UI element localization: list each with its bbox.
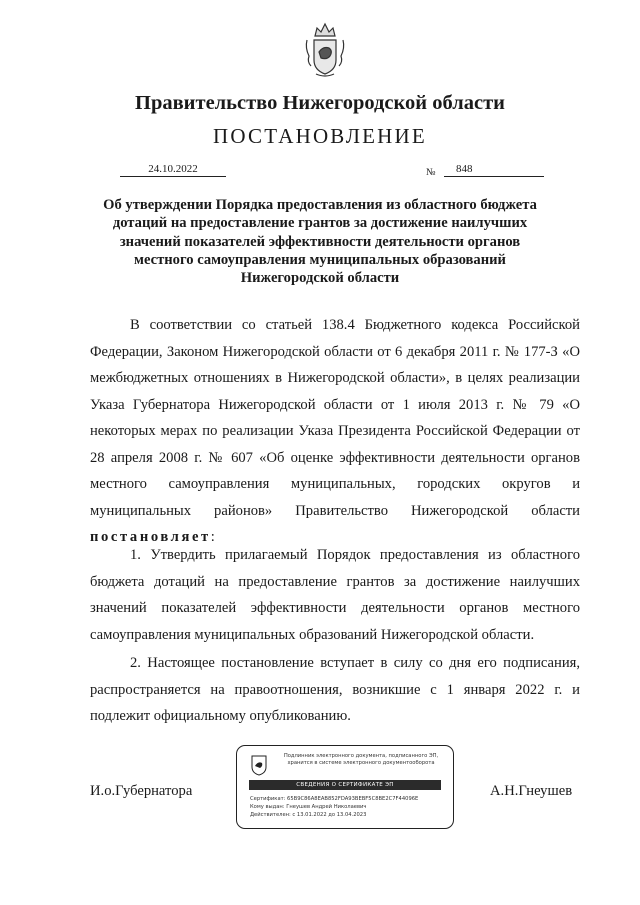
number-sign: № xyxy=(426,167,436,178)
document-type: ПОСТАНОВЛЕНИЕ xyxy=(213,124,427,148)
region-emblem-icon xyxy=(250,754,268,776)
preamble-text: В соответствии со статьей 138.4 Бюджетного кодекса Российской Федерации, Законом Нижегородской области от 6 декабря 2011 г. № 177-З «О межбюджетных отношениях в Нижегородской области», в целях реализации Указа Губернатора Нижегородской области от 1 июля 2013 г. № 79 «О некоторых мерах по реализации Указа Президента Российской Федерации от 28 апреля 2008 г. № 607 «Об оценке эффективности деятельности органов местного самоуправления муниципальных, городских округов и муниципальных районов» Правительство Нижегородской области xyxy=(90,317,580,519)
document-number: 848 xyxy=(444,163,544,177)
document-date: 24.10.2022 xyxy=(120,163,226,177)
decree-punct: : xyxy=(210,529,215,545)
stamp-certificate: Сертификат: 65B9C86A8EAB852FDA93BEBF5C8BE2C7F44096E xyxy=(250,796,419,802)
signatory-position: И.о.Губернатора xyxy=(90,783,193,799)
stamp-validity: Действителен: с 13.01.2022 до 13.04.2023 xyxy=(250,812,367,818)
decree-word: постановляет xyxy=(90,529,211,545)
preamble-paragraph xyxy=(90,312,580,551)
item-1-paragraph: 1. Утвердить прилагаемый Порядок предоставления из областного бюджета дотаций на предоставление грантов за достижение наилучших значений показателей эффективности деятельности органов местного самоуправления муниципальных образований Нижегородской области. xyxy=(90,547,580,643)
signatory-name: А.Н.Гнеушев xyxy=(490,783,573,799)
stamp-owner: Кому выдан: Гнеушев Андрей Николаевич xyxy=(250,804,367,810)
organization-title: Правительство Нижегородской области xyxy=(135,92,505,114)
document-subject: Об утверждении Порядка предоставления из областного бюджета дотаций на предоставление грантов за достижение наилучших значений показателей эффективности деятельности органов местного самоуправления муниципальных образований Нижегородской области xyxy=(103,197,537,287)
stamp-title: СВЕДЕНИЯ О СЕРТИФИКАТЕ ЭП xyxy=(249,780,441,790)
item-2-paragraph: 2. Настоящее постановление вступает в силу со дня его подписания, распространяется на правоотношения, возникшие с 1 января 2022 г. и подлежит официальному опубликованию. xyxy=(90,655,580,724)
e-signature-stamp xyxy=(236,745,454,829)
stamp-note: Подлинник электронного документа, подписанного ЭП, хранится в системе электронного документооборота xyxy=(283,753,439,766)
coat-of-arms-icon xyxy=(303,18,347,80)
